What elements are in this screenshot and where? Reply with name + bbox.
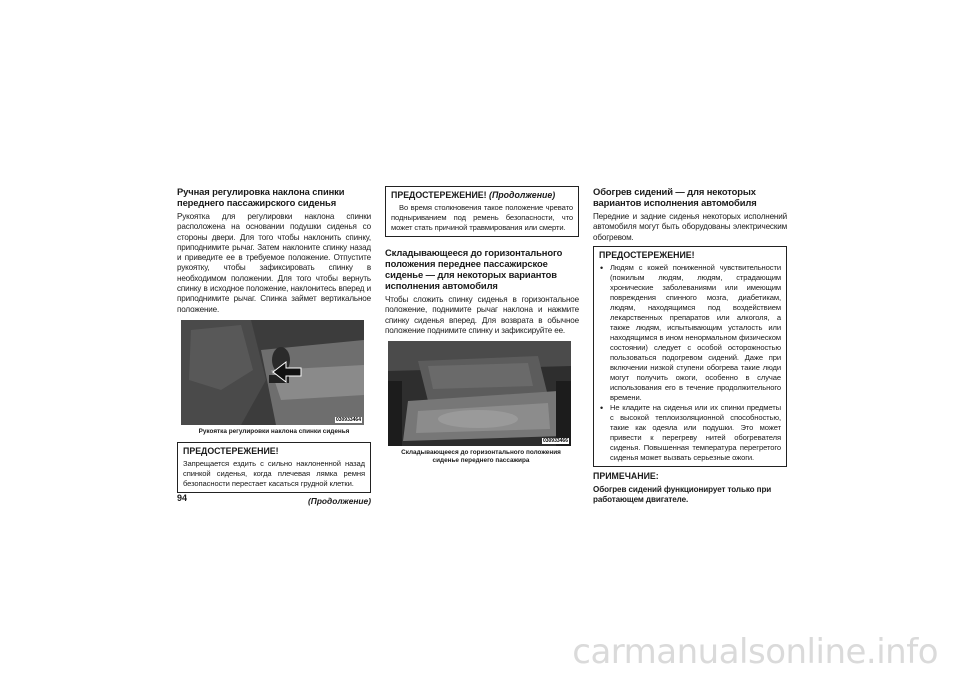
note-title: ПРИМЕЧАНИЕ: <box>593 470 659 481</box>
fold-flat-body-text: Чтобы сложить спинку сиденья в горизонтальное положение, поднимите рычаг наклона и нажмите спинку сиденья вперед. Для возврата в обычное положение поднимите спинку и зафиксируйте ее. <box>385 295 579 335</box>
column-2 <box>385 186 579 465</box>
bullet-icon: • <box>600 262 604 273</box>
section-heading-recline: Ручная регулировка наклона спинки переднего пассажирского сиденья <box>177 186 345 208</box>
warning-text: Запрещается ездить с сильно наклоненной назад спинкой сиденья, когда плечевая лямка ремня безопасности перестает касаться грудной клетки. <box>183 458 365 488</box>
recline-body-text: Рукоятка для регулировки наклона спинки расположена на основании подушки сиденья со стороны двери. Для того чтобы наклонить спинку, приподнимите рычаг. Затем наклоните спинку назад и приведите ее в требуемое положение. Отпустите рукоятку, чтобы зафиксировать спинку в необходимом положении. Для того чтобы вернуть спинку в исходное положение, наклонитесь вперед и приподнимите рычаг. Спинка займет вертикальное положение. <box>177 212 371 314</box>
column-1 <box>177 186 371 506</box>
warning-box <box>177 442 371 493</box>
warning-title <box>391 190 573 201</box>
warning-bullet-list <box>599 263 781 463</box>
warning-bullet: • Не кладите на сиденья или их спинки предметы с высокой теплоизоляционной способностью, такие как одеяла или подушки. Это может привести к перегреву нитей обогревателя сиденья. Повышенная температура перегретого сиденья может вызвать серьезные ожоги. <box>600 402 781 462</box>
column-3 <box>593 186 787 505</box>
warning-box <box>593 246 787 467</box>
warning-continued: (Продолжение) <box>489 190 556 200</box>
figure-recline-lever <box>181 320 364 425</box>
warning-box-continued <box>385 186 579 237</box>
warning-bullet: • Людям с кожей пониженной чувствительности (пожилым людям, людям, страдающим хронические заболеваниями или имеющим повреждения спинного мозга, диабетикам, людям, находящимся под воздействием лекарственных препаратов или алкоголя, а также людям, испытывающим усталость или находящимся в ином ненормальном физическом состоянии) следует с особой осторожностью пользоваться подогревом сидений. Даже при включении низкой ступени обогрева такие люди могут получить ожоги, особенно в случае использования его в течение продолжительного времени. <box>600 262 781 402</box>
figure-caption: Складывающееся до горизонтального положения сиденье переднего пассажира <box>401 449 561 465</box>
section-heading-fold-flat: Складывающееся до горизонтального положения переднее пассажирское сиденье — для некоторых вариантов исполнения автомобиля <box>385 247 563 291</box>
warning-text: Во время столкновения такое положение чревато подныриванием под ремень безопасности, что может стать причиной травмирования или смерти. <box>391 203 573 232</box>
warning-title-text: ПРЕДОСТЕРЕЖЕНИЕ! <box>391 190 487 200</box>
figure-caption: Рукоятка регулировки наклона спинки сиденья <box>198 427 350 435</box>
page-number: 94 <box>177 493 188 503</box>
bullet-icon: • <box>600 402 604 413</box>
watermark: carmanualsonline.info <box>572 632 938 672</box>
figure-code: 030933464 <box>335 416 361 423</box>
warning-title: ПРЕДОСТЕРЕЖЕНИЕ! <box>599 249 695 260</box>
fold-flat-seat-photo <box>388 341 571 446</box>
section-heading-heated-seats: Обогрев сидений — для некоторых вариантов исполнения автомобиля <box>593 186 757 208</box>
figure-code: 030933466 <box>542 438 568 445</box>
recline-lever-photo <box>181 320 364 425</box>
continued-label: (Продолжение) <box>308 495 371 506</box>
note-text: Обогрев сидений функционирует только при работающем двигателе. <box>593 484 772 505</box>
warning-title: ПРЕДОСТЕРЕЖЕНИЕ! <box>183 445 279 456</box>
heated-seats-body-text: Передние и задние сиденья некоторых исполнений автомобиля могут быть оборудованы электрическим обогревом. <box>593 212 787 242</box>
figure-fold-flat-seat <box>388 341 571 446</box>
